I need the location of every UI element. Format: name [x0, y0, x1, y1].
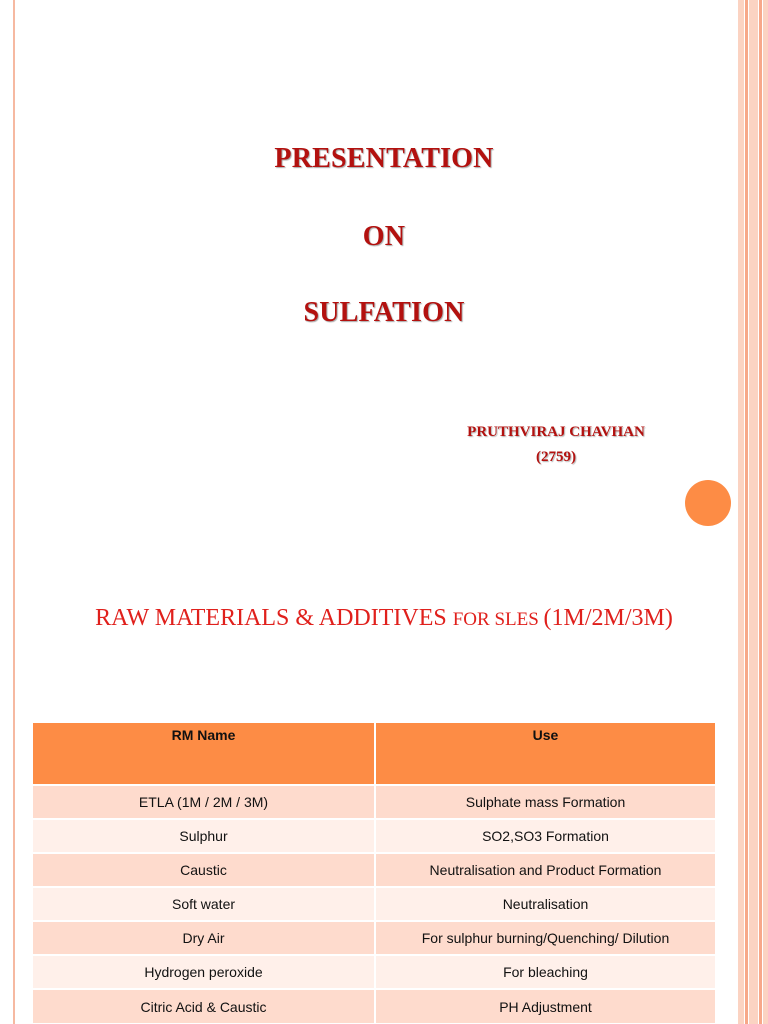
title-sulfation: SULFATION — [303, 297, 465, 328]
author-name: PRUTHVIRAJ CHAVHAN — [467, 424, 645, 440]
title-on: ON — [362, 221, 406, 252]
rm-name-cell: Dry Air — [33, 921, 375, 955]
table-row — [33, 989, 715, 1023]
rm-name-cell: Sulphur — [33, 819, 375, 853]
rm-name-cell: Hydrogen peroxide — [33, 955, 375, 989]
heading-suffix: (1M/2M/3M) — [543, 605, 673, 631]
raw-materials-table — [33, 723, 715, 1023]
use-cell: PH Adjustment — [375, 989, 715, 1023]
use-cell: Neutralisation and Product Formation — [375, 853, 715, 887]
table-row — [33, 955, 715, 989]
table-row — [33, 785, 715, 819]
use-cell: SO2,SO3 Formation — [375, 819, 715, 853]
use-cell: Neutralisation — [375, 887, 715, 921]
rm-name-cell: ETLA (1M / 2M / 3M) — [33, 785, 375, 819]
section-heading — [0, 605, 768, 632]
heading-small: FOR SLES — [452, 609, 544, 630]
table-header-row — [33, 723, 715, 785]
orange-circle-decoration — [685, 480, 731, 526]
rm-name-cell: Soft water — [33, 887, 375, 921]
rm-name-cell: Caustic — [33, 853, 375, 887]
heading-main: RAW MATERIALS & ADDITIVES — [95, 605, 453, 631]
use-cell: For bleaching — [375, 955, 715, 989]
use-cell: For sulphur burning/Quenching/ Dilution — [375, 921, 715, 955]
column-header-rm-name: RM Name — [33, 723, 375, 785]
table-row — [33, 853, 715, 887]
author-id: (2759) — [536, 449, 576, 465]
title-presentation: PRESENTATION — [274, 143, 494, 174]
table-row — [33, 887, 715, 921]
table-row — [33, 921, 715, 955]
rm-name-cell: Citric Acid & Caustic — [33, 989, 375, 1023]
column-header-use: Use — [375, 723, 715, 785]
table-row — [33, 819, 715, 853]
use-cell: Sulphate mass Formation — [375, 785, 715, 819]
